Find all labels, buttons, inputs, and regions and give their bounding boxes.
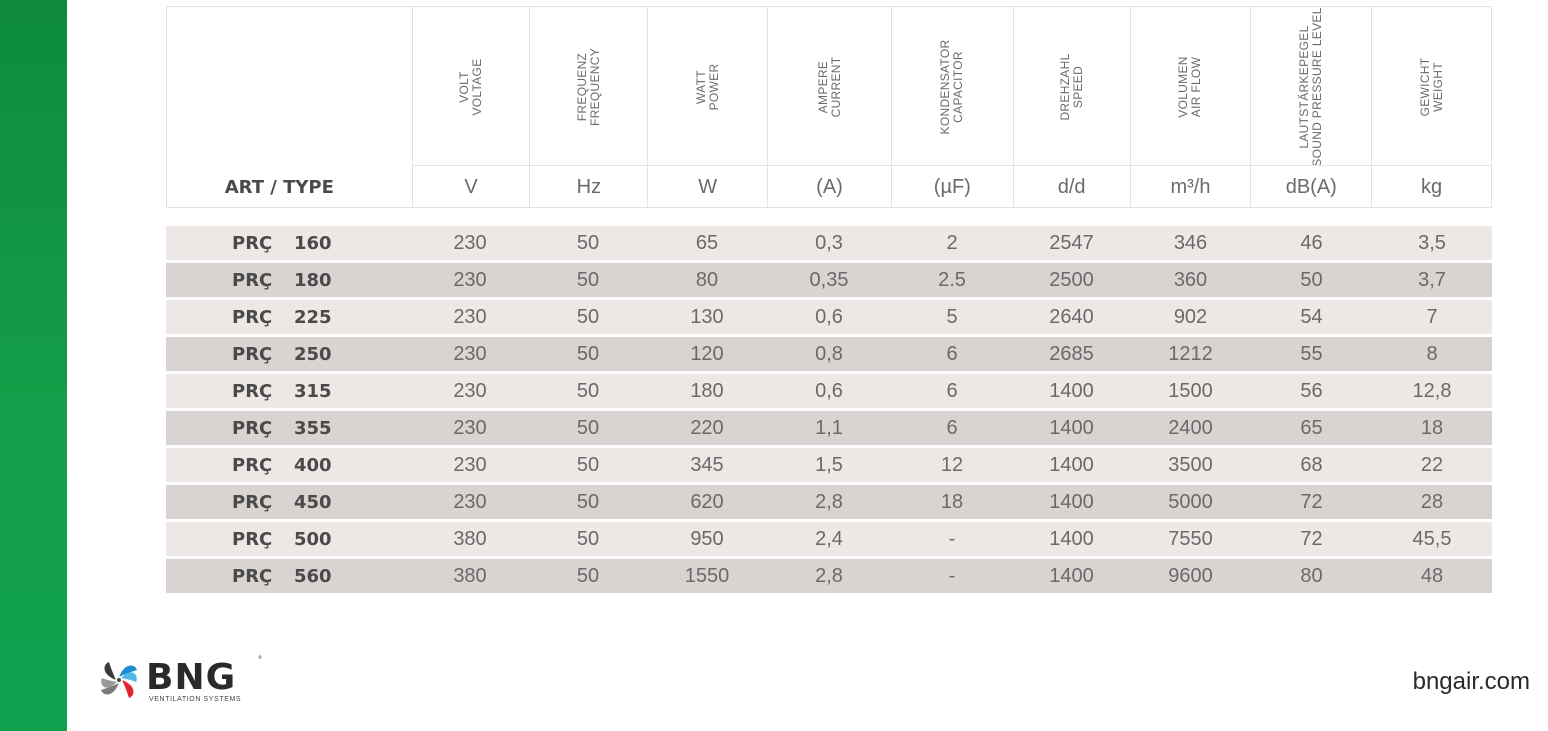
table-cell: 80 xyxy=(1300,564,1323,587)
table-cell: 80 xyxy=(695,268,719,291)
table-row xyxy=(166,226,1492,260)
table-cell: 50 xyxy=(576,490,600,513)
table-cell: 1400 xyxy=(1049,416,1094,439)
table-cell: 45,5 xyxy=(1412,527,1452,550)
model-prefix: PRÇ xyxy=(232,528,273,550)
table-cell: 230 xyxy=(453,416,487,439)
table-cell: 6 xyxy=(946,379,958,402)
table-cell: 2,8 xyxy=(815,564,843,587)
column-title-en: VOLTAGE xyxy=(470,58,485,116)
table-cell: 1400 xyxy=(1049,490,1094,513)
brand-name: BNG xyxy=(146,657,237,698)
table-row xyxy=(166,448,1492,482)
column-title xyxy=(939,40,965,135)
table-cell: 2,8 xyxy=(815,490,843,513)
table-row xyxy=(166,485,1492,519)
model-cell xyxy=(166,566,411,587)
table-cell: 2.5 xyxy=(938,268,966,291)
model-number: 315 xyxy=(294,380,332,402)
column-title xyxy=(695,64,721,111)
table-cell: 65 xyxy=(1300,416,1323,439)
model-cell xyxy=(166,455,411,476)
table-cell: 50 xyxy=(576,268,600,291)
table-cell: 950 xyxy=(690,527,724,550)
column-unit: d/d xyxy=(1014,165,1130,209)
table-cell: 1400 xyxy=(1049,453,1094,476)
column-header xyxy=(1130,7,1251,207)
model-number: 500 xyxy=(294,528,332,550)
table-cell: 1,5 xyxy=(815,453,843,476)
table-cell: 50 xyxy=(576,416,600,439)
table-cell: 0,35 xyxy=(809,268,849,291)
table-cell: 1400 xyxy=(1049,379,1094,402)
column-title-de: AMPERE xyxy=(815,60,830,114)
column-title-en: FREQUENCY xyxy=(587,47,602,127)
column-unit: m³/h xyxy=(1131,165,1251,209)
table-cell: 120 xyxy=(690,342,724,365)
model-number: 225 xyxy=(294,306,332,328)
model-number: 400 xyxy=(294,454,332,476)
model-number: 250 xyxy=(294,343,332,365)
table-cell: 50 xyxy=(576,379,600,402)
column-title-en: POWER xyxy=(706,63,721,111)
model-prefix: PRÇ xyxy=(232,269,273,291)
table-cell: 9600 xyxy=(1168,564,1213,587)
table-cell: 230 xyxy=(453,305,487,328)
table-cell: - xyxy=(948,527,956,550)
table-cell: 3,7 xyxy=(1418,268,1446,291)
table-cell: 6 xyxy=(946,342,958,365)
table-cell: 65 xyxy=(695,231,719,254)
table-cell: 1,1 xyxy=(815,416,843,439)
table-cell: 1400 xyxy=(1049,564,1094,587)
table-cell: 50 xyxy=(1300,268,1323,291)
table-cell: 230 xyxy=(453,490,487,513)
table-cell: - xyxy=(948,564,956,587)
model-cell xyxy=(166,492,411,513)
table-cell: 48 xyxy=(1420,564,1444,587)
column-header xyxy=(529,7,647,207)
model-prefix: PRÇ xyxy=(232,306,273,328)
website-link[interactable]: bngair.com xyxy=(1412,668,1530,695)
column-title xyxy=(1177,56,1203,117)
table-cell: 1212 xyxy=(1168,342,1213,365)
bng-logo xyxy=(96,655,296,707)
table-cell: 380 xyxy=(453,564,487,587)
column-title-en: SPEED xyxy=(1070,65,1085,109)
table-cell: 2640 xyxy=(1049,305,1094,328)
registered-mark: ° xyxy=(258,655,262,666)
table-cell: 345 xyxy=(690,453,724,476)
table-cell: 346 xyxy=(1173,231,1208,254)
table-cell: 902 xyxy=(1173,305,1208,328)
column-title-de: GEWICHT xyxy=(1417,57,1432,117)
table-cell: 55 xyxy=(1300,342,1323,365)
model-number: 450 xyxy=(294,491,332,513)
column-unit: W xyxy=(648,165,767,209)
table-cell: 1400 xyxy=(1049,527,1094,550)
model-cell xyxy=(166,418,411,439)
column-header xyxy=(1013,7,1130,207)
spec-table-body xyxy=(166,226,1492,596)
green-side-bar xyxy=(0,0,67,731)
model-prefix: PRÇ xyxy=(232,380,273,402)
table-cell: 620 xyxy=(690,490,724,513)
model-cell xyxy=(166,344,411,365)
table-cell: 0,3 xyxy=(815,231,843,254)
column-title-de: FREQUENZ xyxy=(574,52,589,122)
model-cell xyxy=(166,307,411,328)
table-cell: 2547 xyxy=(1049,231,1094,254)
model-cell xyxy=(166,270,411,291)
table-cell: 68 xyxy=(1300,453,1323,476)
table-cell: 1550 xyxy=(684,564,730,587)
table-cell: 50 xyxy=(576,453,600,476)
table-row xyxy=(166,411,1492,445)
table-cell: 230 xyxy=(453,342,487,365)
column-header xyxy=(1371,7,1491,207)
table-row xyxy=(166,337,1492,371)
column-title xyxy=(1419,58,1445,117)
column-unit: dB(A) xyxy=(1251,165,1371,209)
table-cell: 2500 xyxy=(1049,268,1094,291)
table-cell: 56 xyxy=(1300,379,1323,402)
table-row xyxy=(166,559,1492,593)
table-row xyxy=(166,374,1492,408)
table-cell: 6 xyxy=(946,416,958,439)
table-cell: 22 xyxy=(1420,453,1444,476)
table-cell: 50 xyxy=(576,564,600,587)
table-cell: 50 xyxy=(576,342,600,365)
column-title-de: DREHZAHL xyxy=(1057,53,1072,121)
table-cell: 3500 xyxy=(1168,453,1213,476)
table-cell: 72 xyxy=(1300,527,1323,550)
table-cell: 46 xyxy=(1300,231,1323,254)
column-header xyxy=(767,7,891,207)
column-title xyxy=(576,48,602,126)
column-unit: kg xyxy=(1372,165,1491,209)
table-cell: 0,8 xyxy=(815,342,843,365)
table-cell: 1500 xyxy=(1168,379,1213,402)
model-prefix: PRÇ xyxy=(232,343,273,365)
column-title-en: CAPACITOR xyxy=(951,51,966,123)
column-header xyxy=(1250,7,1371,207)
column-unit: (µF) xyxy=(892,165,1013,209)
table-cell: 230 xyxy=(453,268,487,291)
model-cell xyxy=(166,381,411,402)
column-title-en: AIR FLOW xyxy=(1189,56,1204,118)
table-cell: 54 xyxy=(1300,305,1323,328)
model-prefix: PRÇ xyxy=(232,454,273,476)
table-cell: 12 xyxy=(940,453,964,476)
table-cell: 2400 xyxy=(1168,416,1213,439)
table-cell: 360 xyxy=(1173,268,1208,291)
table-cell: 230 xyxy=(453,231,487,254)
table-cell: 5000 xyxy=(1168,490,1213,513)
column-title xyxy=(1298,7,1324,166)
table-cell: 8 xyxy=(1426,342,1438,365)
table-cell: 230 xyxy=(453,379,487,402)
table-cell: 0,6 xyxy=(815,305,843,328)
column-title-de: LAUTSTÄRKEPEGEL xyxy=(1297,25,1312,149)
column-title-de: KONDENSATOR xyxy=(938,39,953,135)
column-unit: V xyxy=(413,165,530,209)
table-row xyxy=(166,263,1492,297)
column-title-en: SOUND PRESSURE LEVEL xyxy=(1310,7,1325,167)
table-cell: 230 xyxy=(453,453,487,476)
column-title xyxy=(1059,53,1085,120)
spec-table-header xyxy=(166,6,1492,208)
model-prefix: PRÇ xyxy=(232,232,273,254)
column-unit: (A) xyxy=(768,165,891,209)
table-cell: 72 xyxy=(1300,490,1323,513)
table-cell: 28 xyxy=(1420,490,1444,513)
table-cell: 7 xyxy=(1426,305,1438,328)
column-title-de: VOLUMEN xyxy=(1176,56,1191,118)
table-cell: 2 xyxy=(946,231,958,254)
table-cell: 130 xyxy=(690,305,724,328)
model-prefix: PRÇ xyxy=(232,565,273,587)
model-cell xyxy=(166,529,411,550)
type-header-label: ART / TYPE xyxy=(224,176,334,198)
model-prefix: PRÇ xyxy=(232,491,273,513)
table-cell: 50 xyxy=(576,527,600,550)
column-title-en: CURRENT xyxy=(828,56,843,118)
brand-tagline: VENTILATION SYSTEMS xyxy=(149,696,242,703)
table-cell: 18 xyxy=(1420,416,1444,439)
column-title-de: VOLT xyxy=(457,71,472,103)
column-title xyxy=(817,57,843,118)
column-header xyxy=(412,7,530,207)
model-cell xyxy=(166,233,411,254)
table-cell: 12,8 xyxy=(1412,379,1452,402)
table-cell: 180 xyxy=(690,379,724,402)
table-row xyxy=(166,522,1492,556)
model-number: 560 xyxy=(294,565,332,587)
column-unit: Hz xyxy=(530,165,647,209)
fan-logo-icon xyxy=(96,657,142,703)
table-cell: 380 xyxy=(453,527,487,550)
table-cell: 220 xyxy=(690,416,724,439)
column-header xyxy=(647,7,767,207)
model-number: 355 xyxy=(294,417,332,439)
table-cell: 50 xyxy=(576,305,600,328)
column-title xyxy=(458,58,484,115)
model-number: 160 xyxy=(294,232,332,254)
table-cell: 0,6 xyxy=(815,379,843,402)
table-cell: 3,5 xyxy=(1418,231,1446,254)
model-prefix: PRÇ xyxy=(232,417,273,439)
table-cell: 2685 xyxy=(1049,342,1094,365)
table-cell: 50 xyxy=(576,231,600,254)
table-row xyxy=(166,300,1492,334)
table-cell: 2,4 xyxy=(815,527,843,550)
table-cell: 5 xyxy=(946,305,958,328)
column-title-en: WEIGHT xyxy=(1430,62,1445,112)
model-number: 180 xyxy=(294,269,332,291)
column-header xyxy=(891,7,1013,207)
table-cell: 7550 xyxy=(1168,527,1213,550)
type-header-cell xyxy=(167,7,412,207)
column-title-de: WATT xyxy=(693,70,708,104)
table-cell: 18 xyxy=(940,490,964,513)
